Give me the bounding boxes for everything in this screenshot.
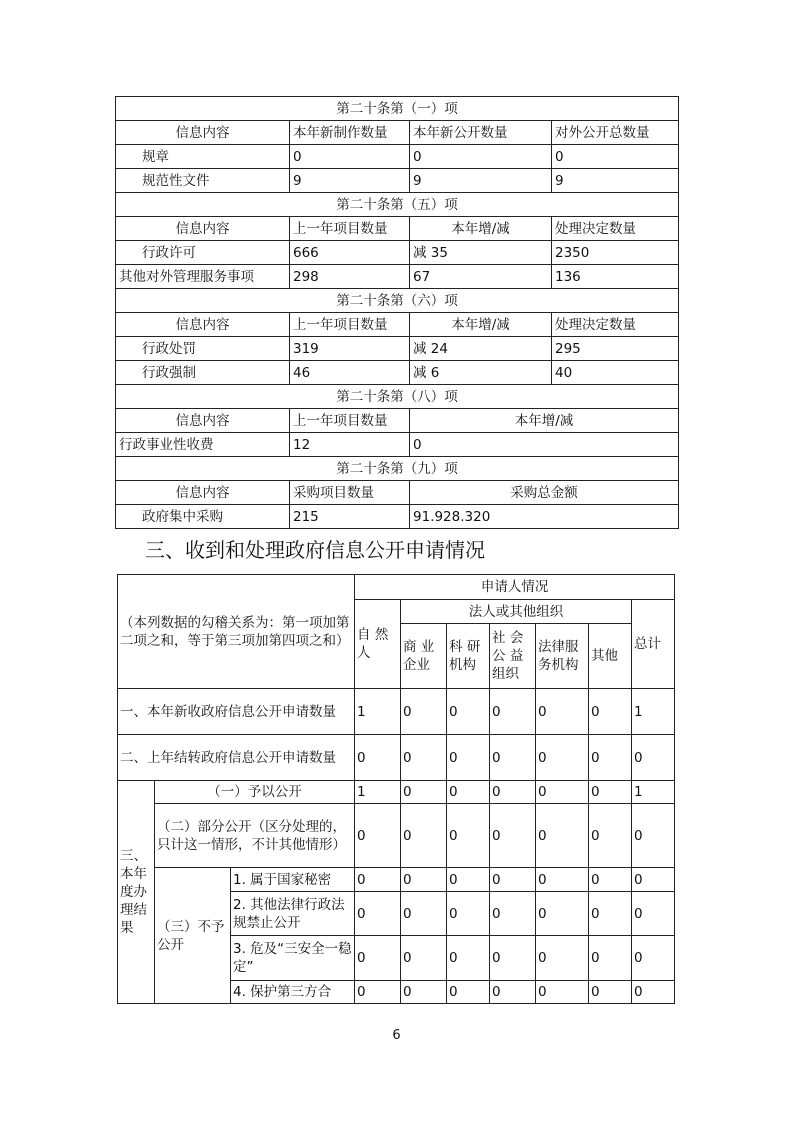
table-cell: 减 24 bbox=[410, 337, 552, 361]
header-cell: 信息内容 bbox=[116, 217, 290, 241]
table-cell: 0 bbox=[490, 892, 536, 936]
table-cell: 0 bbox=[401, 781, 447, 804]
table-cell: 0 bbox=[355, 735, 401, 781]
table-cell: 0 bbox=[355, 981, 401, 1004]
table-cell: 9 bbox=[410, 169, 552, 193]
business-header: 商 业企业 bbox=[401, 624, 447, 689]
table-cell: 0 bbox=[536, 868, 589, 892]
row-label: 行政事业性收费 bbox=[116, 433, 290, 457]
table-cell: 1 bbox=[355, 781, 401, 804]
table-cell: 0 bbox=[490, 735, 536, 781]
table-cell: 0 bbox=[632, 868, 675, 892]
row-label-three-safety: 3. 危及“三安全一稳定” bbox=[231, 936, 355, 981]
table-cell: 666 bbox=[290, 241, 410, 265]
section-title-20-6: 第二十条第（六）项 bbox=[116, 289, 679, 313]
row-label: 规章 bbox=[116, 145, 290, 169]
table-cell: 0 bbox=[589, 892, 632, 936]
row-label-state-secret: 1. 属于国家秘密 bbox=[231, 868, 355, 892]
table-cell: 0 bbox=[447, 936, 490, 981]
row-label-carryover: 二、上年结转政府信息公开申请数量 bbox=[118, 735, 355, 781]
table-cell: 1 bbox=[355, 689, 401, 735]
table-cell: 0 bbox=[401, 936, 447, 981]
section-heading: 三、收到和处理政府信息公开申请情况 bbox=[145, 538, 485, 562]
row-label: 政府集中采购 bbox=[116, 505, 290, 529]
header-cell: 信息内容 bbox=[116, 409, 290, 433]
row-label-new: 一、本年新收政府信息公开申请数量 bbox=[118, 689, 355, 735]
section-title-20-8: 第二十条第（八）项 bbox=[116, 385, 679, 409]
header-cell: 上一年项目数量 bbox=[290, 217, 410, 241]
table-cell: 0 bbox=[290, 145, 410, 169]
table-cell: 0 bbox=[536, 689, 589, 735]
table-cell: 0 bbox=[552, 145, 679, 169]
table-cell: 0 bbox=[447, 735, 490, 781]
header-cell: 本年新制作数量 bbox=[290, 121, 410, 145]
header-cell: 本年增/减 bbox=[410, 217, 552, 241]
page-number: 6 bbox=[392, 1028, 401, 1043]
table-cell: 0 bbox=[490, 804, 536, 868]
table-cell: 0 bbox=[589, 804, 632, 868]
table-cell: 0 bbox=[447, 868, 490, 892]
table-cell: 91.928.320 bbox=[410, 505, 679, 529]
table-cell: 0 bbox=[401, 804, 447, 868]
table-cell: 0 bbox=[355, 868, 401, 892]
row-label-not-disclose: （三）不予公开 bbox=[155, 868, 231, 1004]
application-table bbox=[117, 574, 675, 1004]
table-cell: 298 bbox=[290, 265, 410, 289]
table-cell: 0 bbox=[589, 781, 632, 804]
row-label: 其他对外管理服务事项 bbox=[116, 265, 290, 289]
table-cell: 0 bbox=[490, 781, 536, 804]
table-cell: 9 bbox=[552, 169, 679, 193]
table-cell: 295 bbox=[552, 337, 679, 361]
row-label: 规范性文件 bbox=[116, 169, 290, 193]
table-cell: 减 35 bbox=[410, 241, 552, 265]
table-cell: 0 bbox=[355, 936, 401, 981]
header-cell: 信息内容 bbox=[116, 121, 290, 145]
table-cell: 0 bbox=[536, 892, 589, 936]
natural-person-header: 自 然人 bbox=[355, 600, 401, 689]
header-cell: 本年增/减 bbox=[410, 409, 679, 433]
total-header: 总计 bbox=[632, 600, 675, 689]
table-cell: 0 bbox=[632, 892, 675, 936]
table-cell: 0 bbox=[536, 804, 589, 868]
table-cell: 12 bbox=[290, 433, 410, 457]
section-title-20-5: 第二十条第（五）项 bbox=[116, 193, 679, 217]
header-cell: 采购总金额 bbox=[410, 481, 679, 505]
header-cell: 上一年项目数量 bbox=[290, 409, 410, 433]
table-cell: 0 bbox=[447, 804, 490, 868]
table-cell: 0 bbox=[490, 936, 536, 981]
row-label-disclose: （一）予以公开 bbox=[155, 781, 355, 804]
note-cell: （本列数据的勾稽关系为：第一项加第二项之和，等于第三项加第四项之和） bbox=[118, 575, 355, 689]
table-cell: 0 bbox=[410, 433, 679, 457]
table-cell: 0 bbox=[401, 735, 447, 781]
table-cell: 0 bbox=[536, 735, 589, 781]
table-cell: 46 bbox=[290, 361, 410, 385]
table-cell: 0 bbox=[355, 804, 401, 868]
row-label: 行政处罚 bbox=[116, 337, 290, 361]
row-label: 行政许可 bbox=[116, 241, 290, 265]
social-header: 社 会公 益组织 bbox=[490, 624, 536, 689]
table-cell: 2350 bbox=[552, 241, 679, 265]
applicant-header: 申请人情况 bbox=[355, 575, 675, 600]
research-header: 科 研机构 bbox=[447, 624, 490, 689]
row-label-section3: 三、本年度办理结果 bbox=[118, 781, 155, 1004]
row-label: 行政强制 bbox=[116, 361, 290, 385]
legal-service-header: 法律服务机构 bbox=[536, 624, 589, 689]
table-cell: 0 bbox=[589, 689, 632, 735]
table-cell: 67 bbox=[410, 265, 552, 289]
table-cell: 1 bbox=[632, 689, 675, 735]
table-cell: 0 bbox=[447, 981, 490, 1004]
table-cell: 0 bbox=[536, 936, 589, 981]
table-cell: 0 bbox=[632, 804, 675, 868]
section-title-20-9: 第二十条第（九）项 bbox=[116, 457, 679, 481]
table-cell: 0 bbox=[589, 735, 632, 781]
header-cell: 处理决定数量 bbox=[552, 217, 679, 241]
table-cell: 0 bbox=[447, 781, 490, 804]
table-cell: 0 bbox=[401, 868, 447, 892]
table-cell: 0 bbox=[447, 892, 490, 936]
table-cell: 0 bbox=[490, 981, 536, 1004]
header-cell: 处理决定数量 bbox=[552, 313, 679, 337]
other-header: 其他 bbox=[589, 624, 632, 689]
table-cell: 0 bbox=[536, 981, 589, 1004]
table-cell: 0 bbox=[589, 981, 632, 1004]
header-cell: 本年新公开数量 bbox=[410, 121, 552, 145]
legal-group-header: 法人或其他组织 bbox=[401, 600, 632, 624]
table-cell: 0 bbox=[589, 936, 632, 981]
disclosure-table bbox=[115, 96, 679, 529]
table-cell: 0 bbox=[355, 892, 401, 936]
table-cell: 0 bbox=[490, 868, 536, 892]
table-cell: 0 bbox=[401, 689, 447, 735]
table-cell: 0 bbox=[401, 892, 447, 936]
table-cell: 减 6 bbox=[410, 361, 552, 385]
table-cell: 136 bbox=[552, 265, 679, 289]
table-cell: 0 bbox=[632, 981, 675, 1004]
table-cell: 0 bbox=[632, 936, 675, 981]
row-label-law-prohibited: 2. 其他法律行政法规禁止公开 bbox=[231, 892, 355, 936]
header-cell: 采购项目数量 bbox=[290, 481, 410, 505]
section-title-20-1: 第二十条第（一）项 bbox=[116, 97, 679, 121]
header-cell: 信息内容 bbox=[116, 481, 290, 505]
table-cell: 319 bbox=[290, 337, 410, 361]
table-cell: 0 bbox=[447, 689, 490, 735]
header-cell: 信息内容 bbox=[116, 313, 290, 337]
table-cell: 0 bbox=[401, 981, 447, 1004]
header-cell: 本年增/减 bbox=[410, 313, 552, 337]
table-cell: 1 bbox=[632, 781, 675, 804]
header-cell: 上一年项目数量 bbox=[290, 313, 410, 337]
table-cell: 9 bbox=[290, 169, 410, 193]
row-label-partial: （二）部分公开（区分处理的，只计这一情形，不计其他情形） bbox=[155, 804, 355, 868]
table-cell: 0 bbox=[589, 868, 632, 892]
row-label-third-party: 4. 保护第三方合 bbox=[231, 981, 355, 1004]
table-cell: 0 bbox=[490, 689, 536, 735]
table-cell: 0 bbox=[410, 145, 552, 169]
table-cell: 40 bbox=[552, 361, 679, 385]
table-cell: 0 bbox=[632, 735, 675, 781]
header-cell: 对外公开总数量 bbox=[552, 121, 679, 145]
table-cell: 215 bbox=[290, 505, 410, 529]
table-cell: 0 bbox=[536, 781, 589, 804]
